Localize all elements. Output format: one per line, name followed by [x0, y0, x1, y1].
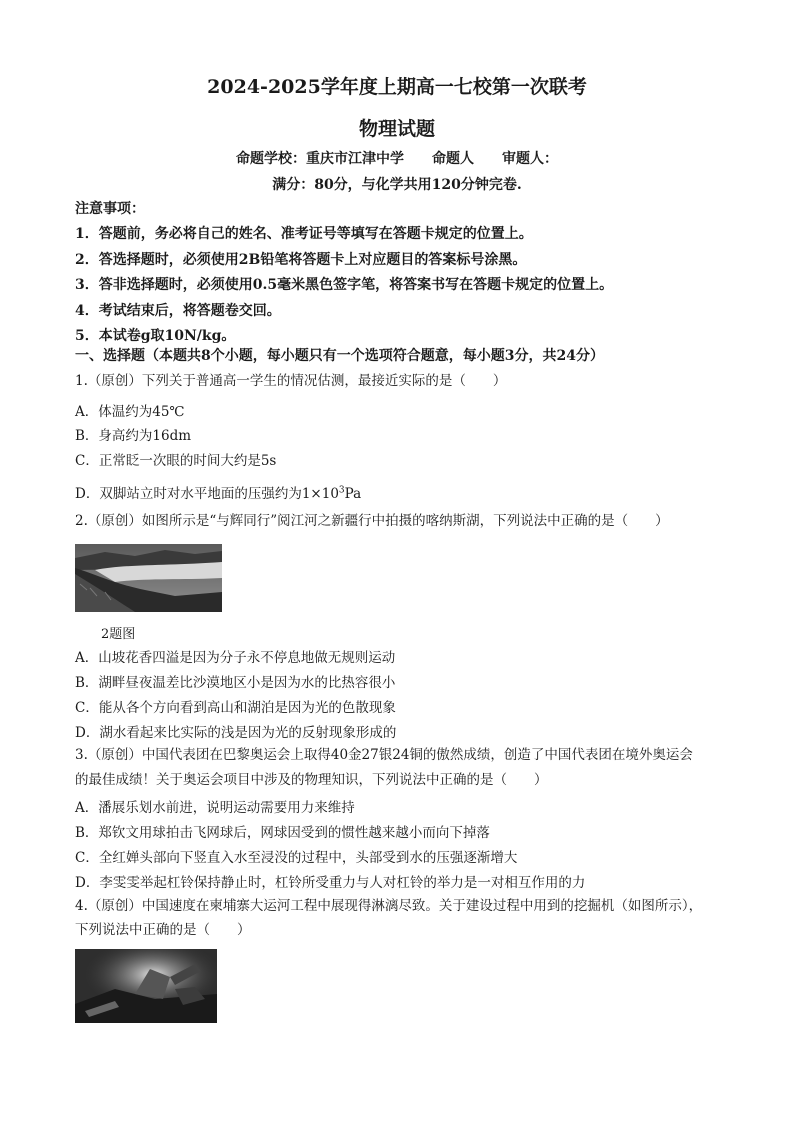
question-1-option-b: B．身高约为16dm [75, 428, 192, 444]
exam-title: 2024-2025学年度上期高一七校第一次联考 [207, 76, 587, 98]
question-1-option-a: A．体温约为45℃ [75, 404, 185, 420]
question-3-option-d: D．李雯雯举起杠铃保持静止时，杠铃所受重力与人对杠铃的举力是一对相互作用的力 [75, 875, 586, 891]
question-3-option-a: A．潘展乐划水前进，说明运动需要用力来维持 [75, 800, 355, 816]
notice-title: 注意事项： [75, 201, 145, 217]
question-2-option-a: A．山坡花香四溢是因为分子永不停息地做无规则运动 [75, 650, 396, 666]
question-4-stem-line2: 下列说法中正确的是（ ） [75, 922, 251, 938]
question-1-option-d-unit: Pa [344, 486, 362, 502]
notice-item: 3．答非选择题时，必须使用0.5毫米黑色签字笔，将答案书写在答题卡规定的位置上。 [75, 277, 614, 293]
exam-score-line: 满分：80分，与化学共用120分钟完卷. [272, 177, 522, 193]
lake-photo [75, 544, 222, 612]
notice-item: 2．答选择题时，必须使用2B铅笔将答题卡上对应题目的答案标号涂黑。 [75, 251, 527, 268]
figure-2-caption: 2题图 [101, 627, 136, 642]
question-2-option-d: D．湖水看起来比实际的浅是因为光的反射现象形成的 [75, 725, 397, 741]
question-3-option-c: C．全红婵头部向下竖直入水至浸没的过程中，头部受到水的压强逐渐增大 [75, 850, 518, 866]
question-2-stem: 2.（原创）如图所示是“与辉同行”阅江河之新疆行中拍摄的喀纳斯湖，下列说法中正确的是（ ） [75, 513, 669, 529]
notice-item: 5．本试卷g取10N/kg。 [75, 328, 236, 344]
question-1-option-d-exponent: 3 [338, 485, 345, 496]
question-2-option-c: C．能从各个方向看到高山和湖泊是因为光的色散现象 [75, 700, 396, 716]
question-2-option-b: B．湖畔昼夜温差比沙漠地区小是因为水的比热容很小 [75, 675, 396, 691]
section-heading: 一、选择题（本题共8个小题，每小题只有一个选项符合题意，每小题3分，共24分） [75, 348, 604, 364]
question-1-stem: 1.（原创）下列关于普通高一学生的情况估测，最接近实际的是（ ） [75, 373, 507, 389]
question-1-option-c: C．正常眨一次眼的时间大约是5s [75, 453, 277, 469]
exam-author-line: 命题学校：重庆市江津中学 命题人 审题人： [236, 151, 558, 167]
question-3-option-b: B．郑钦文用球拍击飞网球后，网球因受到的惯性越来越小而向下掉落 [75, 825, 490, 841]
question-1-option-d-prefix: D．双脚站立时对水平地面的压强约为1×10 [75, 486, 339, 502]
question-3-stem-line2: 的最佳成绩！关于奥运会项目中涉及的物理知识，下列说法中正确的是（ ） [75, 772, 548, 788]
notice-block [75, 197, 725, 350]
question-4-stem-line1: 4.（原创）中国速度在柬埔寨大运河工程中展现得淋漓尽致。关于建设过程中用到的挖掘机（如图所示）， [75, 898, 703, 914]
notice-item: 4．考试结束后，将答题卷交回。 [75, 302, 281, 319]
excavator-photo [75, 949, 217, 1023]
question-3-stem-line1: 3.（原创）中国代表团在巴黎奥运会上取得40金27银24铜的傲然成绩，创造了中国代表团在境外奥运会 [75, 747, 693, 763]
question-1-option-d [75, 482, 361, 502]
notice-item: 1．答题前，务必将自己的姓名、准考证号等填写在答题卡规定的位置上。 [75, 226, 533, 242]
exam-subject-title: 物理试题 [358, 118, 435, 140]
